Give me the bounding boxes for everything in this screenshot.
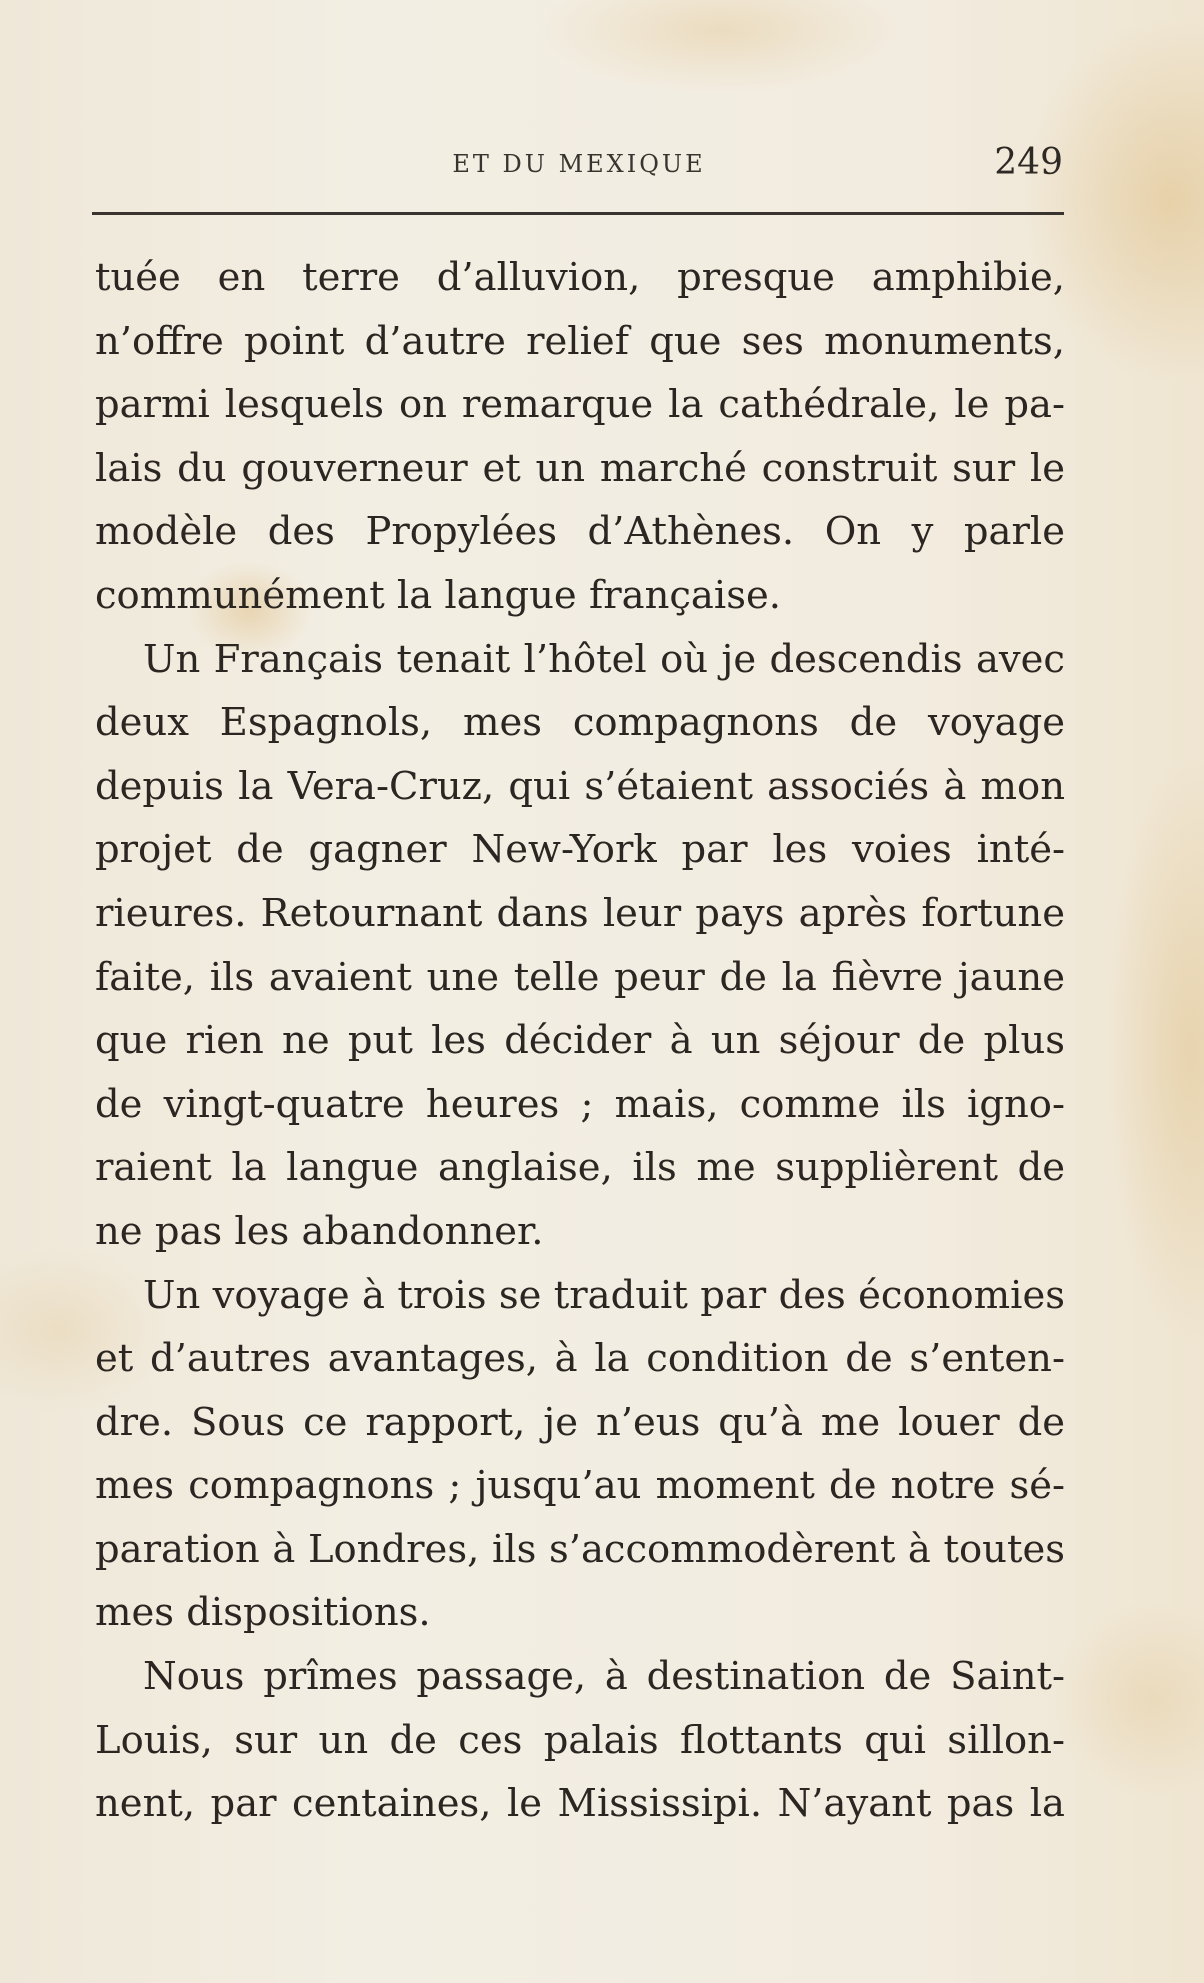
text-line: nent, par centaines, le Mississipi. N’ayant pas la bbox=[95, 1781, 1065, 1827]
text-line: raient la langue anglaise, ils me supplièrent de bbox=[95, 1145, 1065, 1191]
text-line: projet de gagner New-York par les voies inté- bbox=[95, 827, 1065, 873]
text-line: depuis la Vera-Cruz, qui s’étaient associés à mon bbox=[95, 763, 1065, 809]
text-line: Nous prîmes passage, à destination de Saint- bbox=[143, 1654, 1065, 1700]
paragraph bbox=[95, 1264, 1065, 1646]
paragraph bbox=[95, 628, 1065, 1264]
paragraph bbox=[95, 246, 1065, 628]
text-line: que rien ne put les décider à un séjour de plus bbox=[95, 1018, 1065, 1064]
text-line: de vingt-quatre heures ; mais, comme ils igno- bbox=[95, 1081, 1065, 1127]
text-line: et d’autres avantages, à la condition de s’enten- bbox=[95, 1336, 1065, 1382]
text-line: mes dispositions. bbox=[95, 1590, 431, 1636]
text-line: tuée en terre d’alluvion, presque amphibie, bbox=[95, 255, 1065, 300]
text-line: Louis, sur un de ces palais flottants qui sillon- bbox=[95, 1717, 1065, 1763]
text-line: mes compagnons ; jusqu’au moment de notre sé- bbox=[95, 1463, 1065, 1509]
text-line: n’offre point d’autre relief que ses monuments, bbox=[95, 318, 1065, 364]
page-number: 249 bbox=[994, 142, 1063, 183]
body-text bbox=[95, 246, 1065, 1836]
paragraph bbox=[95, 1645, 1065, 1836]
text-line: lais du gouverneur et un marché construit sur le bbox=[95, 445, 1065, 491]
text-line: communément la langue française. bbox=[95, 572, 781, 618]
text-line: modèle des Propylées d’Athènes. On y parle bbox=[95, 509, 1065, 555]
text-line: ne pas les abandonner. bbox=[95, 1208, 544, 1254]
text-line: Un voyage à trois se traduit par des économies bbox=[143, 1272, 1065, 1318]
text-line: dre. Sous ce rapport, je n’eus qu’à me louer de bbox=[95, 1399, 1065, 1445]
running-title: ET DU MEXIQUE bbox=[452, 150, 706, 178]
text-line: faite, ils avaient une telle peur de la fièvre jaune bbox=[95, 954, 1065, 1000]
text-line: deux Espagnols, mes compagnons de voyage bbox=[95, 700, 1065, 746]
text-line: paration à Londres, ils s’accommodèrent à toutes bbox=[95, 1526, 1065, 1572]
text-line: parmi lesquels on remarque la cathédrale, le pa- bbox=[95, 382, 1065, 428]
running-head bbox=[95, 142, 1063, 182]
text-line: Un Français tenait l’hôtel où je descendis avec bbox=[143, 636, 1065, 682]
text-line: rieures. Retournant dans leur pays après fortune bbox=[95, 890, 1065, 936]
header-rule bbox=[92, 212, 1064, 215]
